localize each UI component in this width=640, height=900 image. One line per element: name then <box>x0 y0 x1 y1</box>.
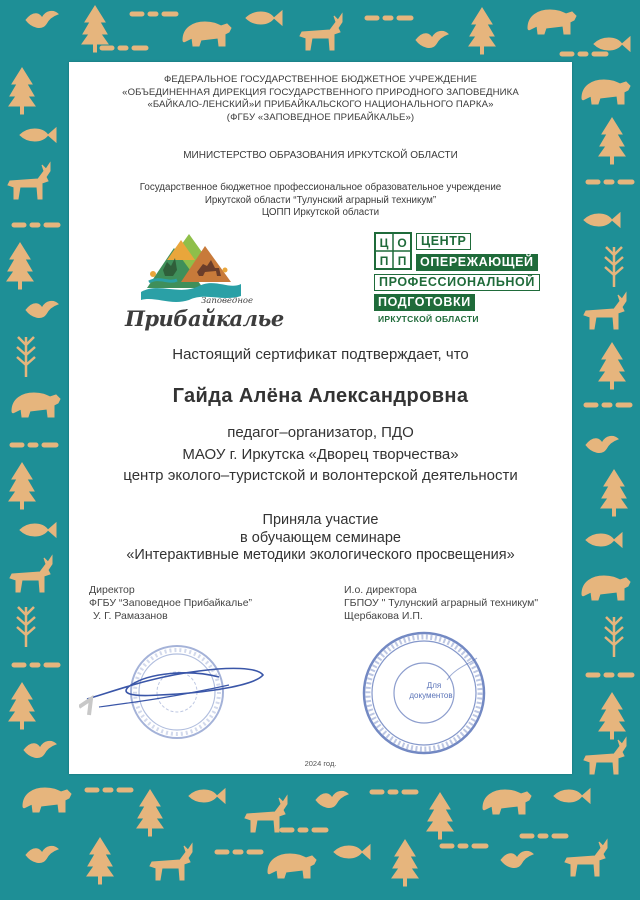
signatory-name: Щербакова И.П. <box>344 609 423 622</box>
cpp-row: ПОДГОТОВКИ <box>374 294 475 311</box>
recipient-name: Гайда Алёна Александровна <box>172 385 469 407</box>
signatory-left <box>89 584 252 622</box>
cpp-row: ОПЕРЕЖАЮЩЕЙ <box>416 254 538 271</box>
issue-year: 2024 год. <box>304 759 337 768</box>
college-block <box>69 182 572 220</box>
cpp-logo <box>374 232 554 327</box>
college-line: Иркутской области “Тулунский аграрный техникум” <box>204 194 437 206</box>
cpp-grid-icon <box>374 232 412 270</box>
participation-line: в обучающем семинаре <box>240 529 401 546</box>
header-line: «БАЙКАЛО-ЛЕНСКИЙ»И ПРИБАЙКАЛЬСКОГО НАЦИОНАЛЬНОГО ПАРКА» <box>147 99 494 110</box>
college-line: ЦОПП Иркутской области <box>261 207 380 218</box>
ministry-title: МИНИСТЕРСТВО ОБРАЗОВАНИЯ ИРКУТСКОЙ ОБЛАСТИ <box>183 150 458 161</box>
seal-text: документов <box>409 691 453 700</box>
organization-header <box>69 74 572 124</box>
confirmation-text: Настоящий сертификат подтверждает, что <box>172 346 469 363</box>
participation-line: «Интерактивные методики экологического просвещения» <box>126 547 515 563</box>
college-line: Государственное бюджетное профессиональное образовательное учреждение <box>139 182 502 193</box>
certificate-sheet <box>69 62 572 774</box>
signature-left-icon <box>79 637 269 727</box>
signatory-right <box>344 584 538 622</box>
seal-text: Для <box>426 681 442 690</box>
cpp-row: ПРОФЕССИОНАЛЬНОЙ <box>374 274 540 291</box>
participation-block <box>69 512 572 565</box>
header-line: (ФГБУ «ЗАПОВЕДНОЕ ПРИБАЙКАЛЬЕ») <box>226 111 415 123</box>
cpp-region: ИРКУТСКОЙ ОБЛАСТИ <box>378 314 479 324</box>
cpp-box-letter: Ц <box>379 236 389 250</box>
cpp-box-letter: О <box>397 236 407 250</box>
cpp-box-letter: П <box>379 254 389 268</box>
signatory-org: ГБПОУ " Тулунский аграрный техникум" <box>344 596 539 609</box>
cpp-row: ЦЕНТР <box>416 233 471 250</box>
signatory-title: Директор <box>89 584 135 596</box>
position-line: педагог–организатор, ПДО <box>227 424 414 441</box>
pribaikalye-logo <box>119 230 284 331</box>
participation-line: Приняла участие <box>262 512 379 528</box>
logo-subtitle: Заповедное <box>201 296 254 306</box>
position-line: МАОУ г. Иркутска «Дворец творчества» <box>182 445 459 463</box>
header-line: «ОБЪЕДИНЕННАЯ ДИРЕКЦИЯ ГОСУДАРСТВЕННОГО ПРИРОДНОГО ЗАПОВЕДНИКА <box>122 86 519 98</box>
signatory-title: И.о. директора <box>344 584 417 596</box>
logo-title: Прибайкалье <box>125 306 284 331</box>
pribaikalye-emblem-icon <box>119 230 259 304</box>
signatory-name: У. Г. Рамазанов <box>93 609 168 622</box>
signatory-org: ФГБУ “Заповедное Прибайкалье” <box>89 596 253 609</box>
cpp-box-letter: П <box>397 254 407 268</box>
position-line: центр эколого–туристской и волонтерской деятельности <box>123 467 518 484</box>
seal-right-icon <box>359 628 489 758</box>
recipient-position <box>69 422 572 487</box>
header-line: ФЕДЕРАЛЬНОЕ ГОСУДАРСТВЕННОЕ БЮДЖЕТНОЕ УЧРЕЖДЕНИЕ <box>164 74 477 85</box>
